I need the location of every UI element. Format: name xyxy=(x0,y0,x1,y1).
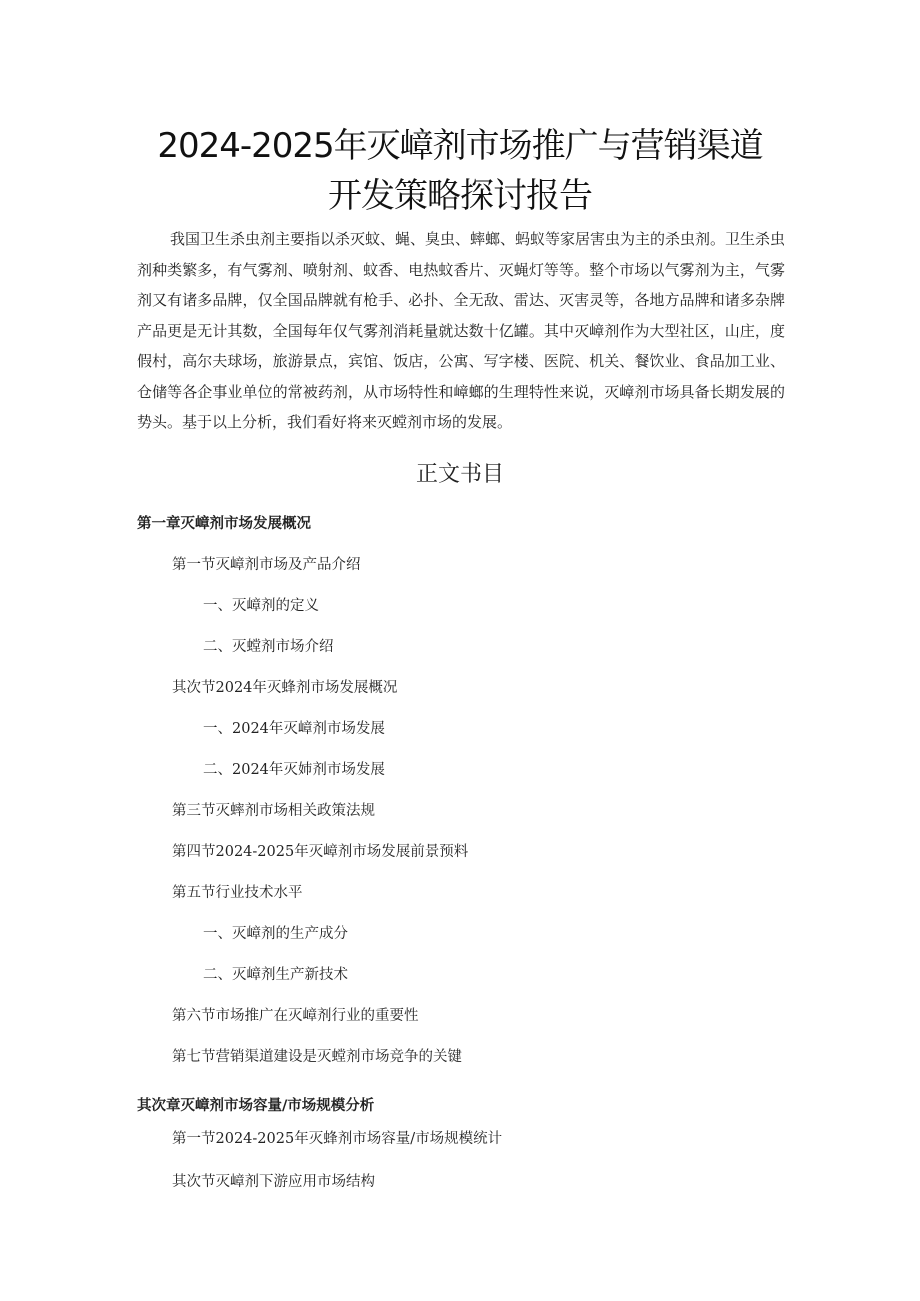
toc-section: 第六节市场推广在灭嶂剂行业的重要性 xyxy=(172,1008,419,1024)
toc-section: 第一节2024-2025年灭蜂剂市场容量/市场规模统计 xyxy=(172,1131,503,1147)
report-title-line-1: 2024-2025年灭嶂剂市场推广与营销渠道 xyxy=(157,126,763,166)
toc-section: 其次节2024年灭蜂剂市场发展概况 xyxy=(172,680,398,696)
toc-subsection: 二、2024年灭姉剂市场发展 xyxy=(203,762,385,778)
toc-subsection: 二、灭嶂剂生产新技术 xyxy=(203,967,348,983)
toc-section: 第三节灭蟀剂市场相关政策法规 xyxy=(172,803,375,819)
toc-section: 第四节2024-2025年灭嶂剂市场发展前景预料 xyxy=(172,844,469,860)
toc-subsection: 二、灭螳剂市场介绍 xyxy=(203,639,334,655)
toc-section: 第五节行业技术水平 xyxy=(172,885,303,901)
toc-heading: 正文书目 xyxy=(415,462,504,487)
toc-chapter-2: 其次章灭嶂剂市场容量/市场规模分析 xyxy=(137,1098,375,1114)
toc-section: 其次节灭嶂剂下游应用市场结构 xyxy=(172,1174,375,1190)
toc-subsection: 一、灭嶂剂的定义 xyxy=(203,598,319,614)
intro-paragraph: 我国卫生杀虫剂主要指以杀灭蚊、蝇、臭虫、蟀螂、蚂蚁等家居害虫为主的杀虫剂。卫生杀虫剂种类繁多，有气雾剂、喷射剂、蚊香、电热蚊香片、灭蝇灯等等。整个市场以气雾剂为主，气雾剂又有诸多品牌，仅全国品牌就有枪手、必扑、全无敌、雷达、灭害灵等，各地方品牌和诸多杂牌产品更是无计其数，全国每年仅气雾剂消耗量就达数十亿罐。其中灭嶂剂作为大型社区，山庄，度假村，高尔夫球场，旅游景点，宾馆、饭店，公寓、写字楼、医院、机关、餐饮业、食品加工业、仓储等各企事业单位的常被药剂，从市场特性和嶂螂的生理特性来说，灭嶂剂市场具备长期发展的势头。基于以上分析，我们看好将来灭螳剂市场的发展。 xyxy=(137,230,786,431)
toc-chapter-1: 第一章灭嶂剂市场发展概况 xyxy=(137,516,311,532)
toc-section: 第一节灭嶂剂市场及产品介绍 xyxy=(172,557,361,573)
report-title-line-2: 开发策略探讨报告 xyxy=(328,176,592,216)
toc-subsection: 一、灭嶂剂的生产成分 xyxy=(203,926,348,942)
toc-subsection: 一、2024年灭嶂剂市场发展 xyxy=(203,721,385,737)
toc-section: 第七节营销渠道建设是灭螳剂市场竞争的关键 xyxy=(172,1049,462,1065)
